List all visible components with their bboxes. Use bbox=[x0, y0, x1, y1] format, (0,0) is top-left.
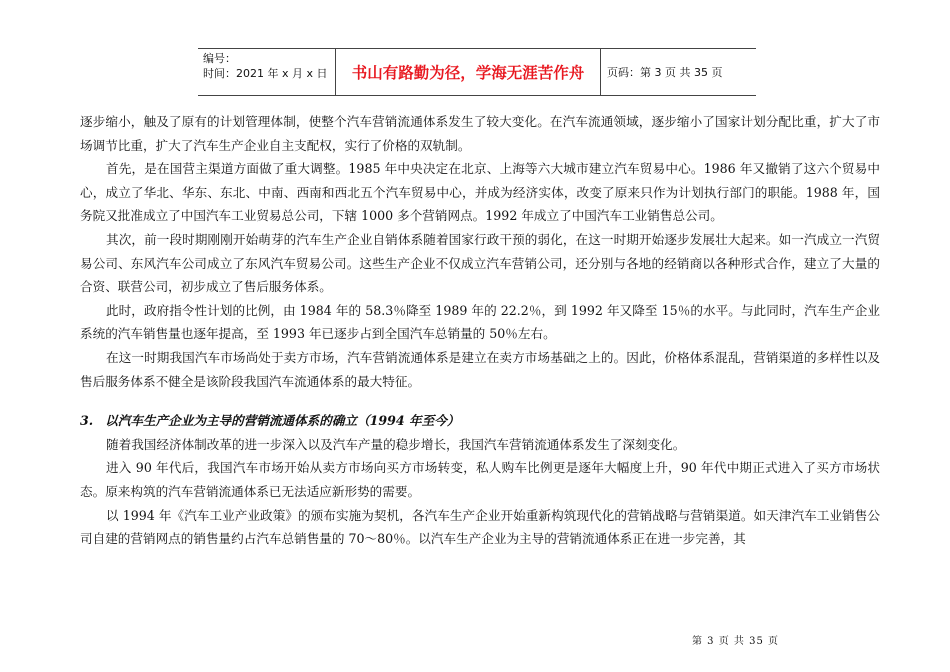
number-label: 编号： bbox=[203, 52, 236, 65]
header-page-code: 页码：第 3 页 共 35 页 bbox=[607, 66, 723, 79]
paragraph: 进入 90 年代后，我国汽车市场开始从卖方市场向买方市场转变，私人购车比例更是逐年大幅度上升，90 年代中期正式进入了买方市场状态。原来构筑的汽车营销流通体系已无法适应新形势的需要。 bbox=[80, 460, 880, 499]
section-title: 以汽车生产企业为主导的营销流通体系的确立（1994 年至今） bbox=[105, 413, 460, 429]
section-number: 3. bbox=[80, 413, 94, 429]
time-label: 时间：2021 年 x 月 x 日 bbox=[203, 67, 328, 80]
paragraph: 此时，政府指令性计划的比例，由 1984 年的 58.3％降至 1989 年的 22.2％，到 1992 年又降至 15％的水平。与此同时，汽车生产企业系统的汽车销售量也逐年提高，至 1993 年已逐步占到全国汽车总销量的 50％左右。 bbox=[80, 302, 880, 342]
paragraph: 在这一时期我国汽车市场尚处于卖方市场，汽车营销流通体系是建立在卖方市场基础之上的。因此，价格体系混乱，营销渠道的多样性以及售后服务体系不健全是该阶段我国汽车流通体系的最大特征。 bbox=[80, 349, 880, 389]
document-body bbox=[80, 110, 880, 551]
paragraph: 逐步缩小，触及了原有的计划管理体制，使整个汽车营销流通体系发生了较大变化。在汽车流通领域，逐步缩小了国家计划分配比重，扩大了市场调节比重，扩大了汽车生产企业自主支配权，实行了价格的双轨制。 bbox=[80, 114, 880, 153]
paragraph: 以 1994 年《汽车工业产业政策》的颁布实施为契机，各汽车生产企业开始重新构筑现代化的营销战略与营销渠道。如天津汽车工业销售公司自建的营销网点的销售量约占汽车总销售量的 70～80％。以汽车生产企业为主导的营销流通体系正在进一步完善，其 bbox=[80, 507, 880, 547]
page-footer: 第 3 页 共 35 页 bbox=[692, 636, 779, 647]
header-meta bbox=[198, 49, 336, 95]
paragraph: 随着我国经济体制改革的进一步深入以及汽车产量的稳步增长，我国汽车营销流通体系发生了深刻变化。 bbox=[106, 436, 686, 452]
paragraph: 其次，前一段时期刚刚开始萌芽的汽车生产企业自销体系随着国家行政干预的弱化，在这一时期开始逐步发展壮大起来。如一汽成立一汽贸易公司、东风汽车公司成立了东风汽车贸易公司。这些生产企业不仅成立汽车营销公司，还分别与各地的经销商以各种形式合作，建立了大量的合资、联营公司，初步成立了售后服务体系。 bbox=[80, 231, 880, 295]
header-motto: 书山有路勤为径，学海无涯苦作舟 bbox=[336, 49, 601, 95]
paragraph: 首先，是在国营主渠道方面做了重大调整。1985 年中央决定在北京、上海等六大城市建立汽车贸易中心。1986 年又撤销了这六个贸易中心，成立了华北、华东、东北、中南、西南和西北五个汽车贸易中心，并成为经济实体，改变了原来只作为计划执行部门的职能。1988 年，国务院又批准成立了中国汽车工业贸易总公司，下辖 1000 多个营销网点。1992 年成立了中国汽车工业销售总公司。 bbox=[80, 161, 880, 224]
page-header bbox=[198, 48, 756, 96]
section-heading bbox=[80, 409, 880, 433]
